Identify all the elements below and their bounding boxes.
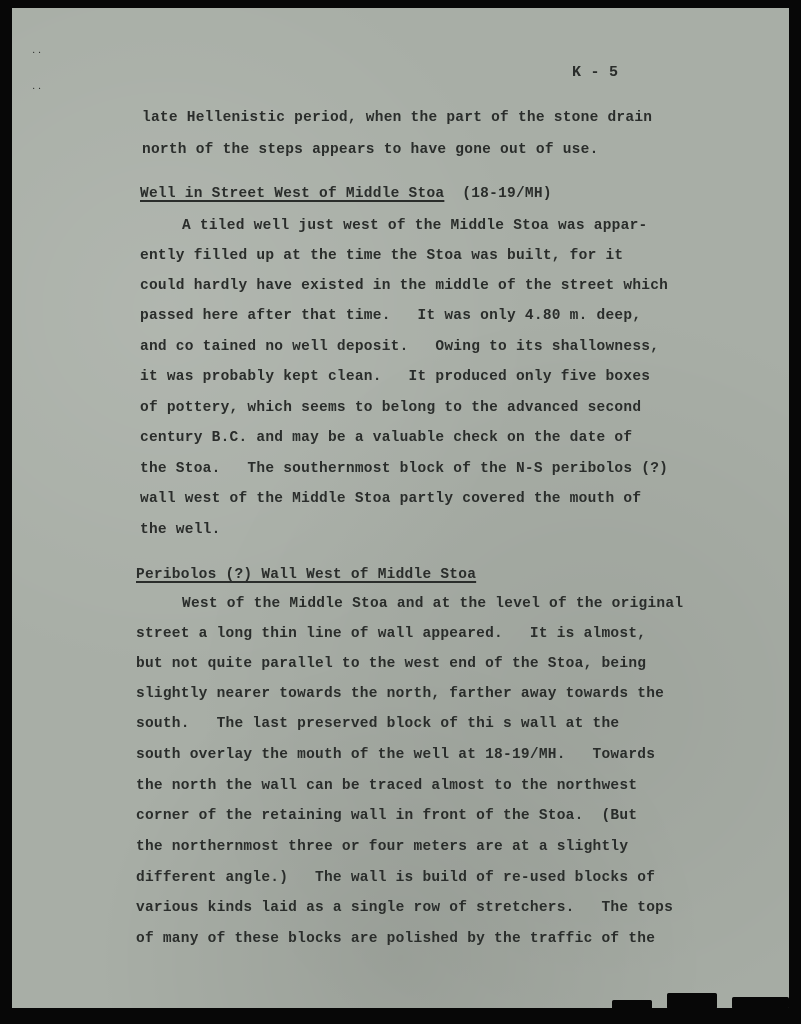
text-line: century B.C. and may be a valuable check on the date of bbox=[140, 430, 633, 446]
text-line: street a long thin line of wall appeared. It is almost, bbox=[136, 626, 647, 642]
text-line: ently filled up at the time the Stoa was built, for it bbox=[140, 248, 624, 264]
text-line: south. The last preserved block of thi s wall at the bbox=[136, 716, 620, 732]
text-line: north of the steps appears to have gone out of use. bbox=[142, 142, 599, 158]
text-line: it was probably kept clean. It produced only five boxes bbox=[140, 369, 651, 385]
typescript-page bbox=[12, 8, 789, 1008]
text-line: West of the Middle Stoa and at the level of the original bbox=[182, 596, 684, 612]
margin-mark: · · bbox=[32, 84, 42, 95]
margin-mark: · · bbox=[32, 48, 42, 59]
text-line: could hardly have existed in the middle of the street which bbox=[140, 278, 669, 294]
text-line: A tiled well just west of the Middle Stoa was appar- bbox=[182, 218, 648, 234]
text-line: and co tained no well deposit. Owing to its shallowness, bbox=[140, 339, 660, 355]
text-line: the northernmost three or four meters are at a slightly bbox=[136, 839, 629, 855]
text-line: the Stoa. The southernmost block of the N-S peribolos (?) bbox=[140, 461, 669, 477]
text-line: corner of the retaining wall in front of the Stoa. (But bbox=[136, 808, 638, 824]
text-line: different angle.) The wall is build of re-used blocks of bbox=[136, 870, 656, 886]
section-heading-line bbox=[140, 186, 552, 202]
typed-text bbox=[12, 8, 789, 1008]
text-line: late Hellenistic period, when the part of the stone drain bbox=[142, 110, 653, 126]
text-line: slightly nearer towards the north, farther away towards the bbox=[136, 686, 665, 702]
section-heading: Peribolos (?) Wall West of Middle Stoa bbox=[136, 567, 477, 583]
section-reference: (18-19/MH) bbox=[462, 186, 552, 202]
text-line: but not quite parallel to the west end of the Stoa, being bbox=[136, 656, 647, 672]
section-heading-line bbox=[136, 567, 476, 583]
text-line: the well. bbox=[140, 522, 221, 538]
page-number: K - 5 bbox=[572, 64, 619, 81]
text-line: of many of these blocks are polished by the traffic of the bbox=[136, 931, 656, 947]
text-line: various kinds laid as a single row of stretchers. The tops bbox=[136, 900, 674, 916]
text-line: of pottery, which seems to belong to the advanced second bbox=[140, 400, 642, 416]
section-heading: Well in Street West of Middle Stoa bbox=[140, 186, 445, 202]
text-line: south overlay the mouth of the well at 18-19/MH. Towards bbox=[136, 747, 656, 763]
text-line: passed here after that time. It was only 4.80 m. deep, bbox=[140, 308, 642, 324]
text-line: wall west of the Middle Stoa partly covered the mouth of bbox=[140, 491, 642, 507]
text-line: the north the wall can be traced almost to the northwest bbox=[136, 778, 638, 794]
